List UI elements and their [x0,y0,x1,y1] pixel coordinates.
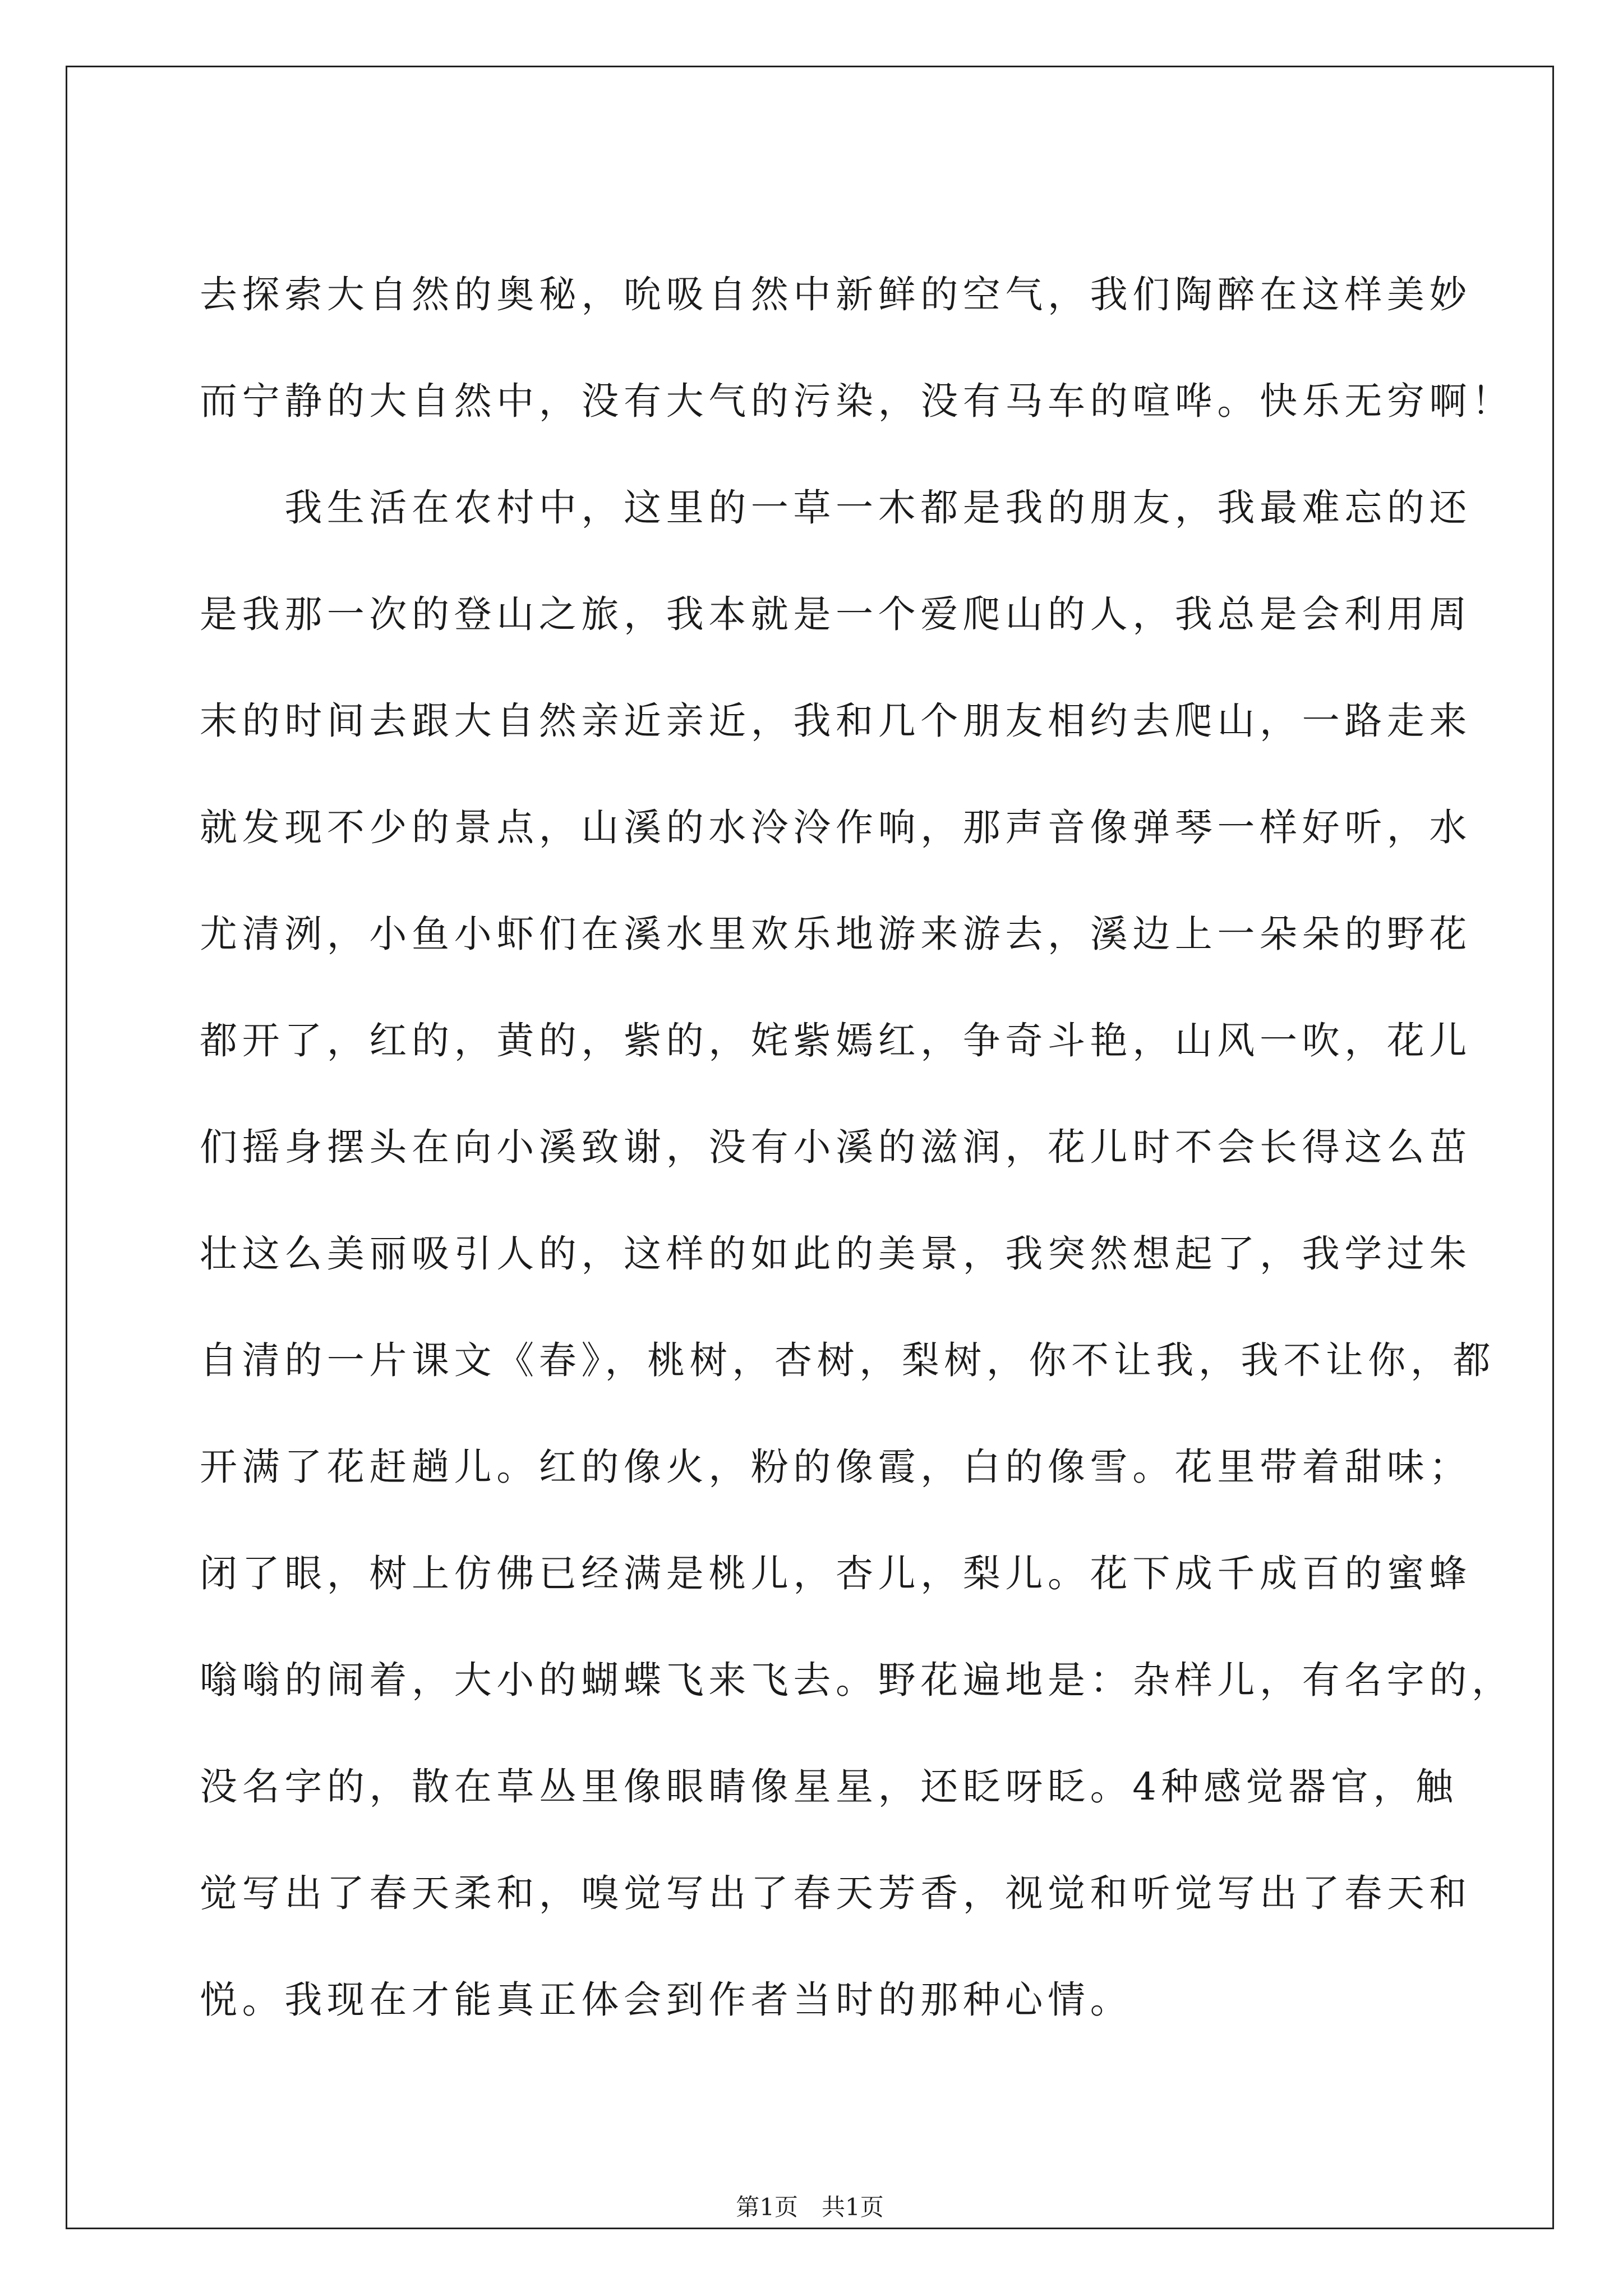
text-line: 壮这么美丽吸引人的，这样的如此的美景，我突然想起了，我学过朱 [200,1232,1472,1276]
text-line: 就发现不少的景点，山溪的水泠泠作响，那声音像弹琴一样好听，水 [200,806,1472,849]
text-line: 嗡嗡的闹着，大小的蝴蝶飞来飞去。野花遍地是：杂样儿，有名字的， [200,1658,1514,1702]
text-line: 闭了眼，树上仿佛已经满是桃儿，杏儿，梨儿。花下成千成百的蜜蜂 [200,1552,1472,1595]
text-line: 悦。我现在才能真正体会到作者当时的那种心情。 [200,1978,1133,2022]
text-line: 们摇身摆头在向小溪致谢，没有小溪的滋润，花儿时不会长得这么茁 [200,1125,1472,1169]
text-line: 去探索大自然的奥秘，吮吸自然中新鲜的空气，我们陶醉在这样美妙 [200,273,1472,316]
text-line: 尤清洌，小鱼小虾们在溪水里欢乐地游来游去，溪边上一朵朵的野花 [200,912,1472,956]
text-line: 都开了，红的，黄的，紫的，姹紫嫣红，争奇斗艳，山风一吹，花儿 [200,1019,1472,1062]
text-line: 末的时间去跟大自然亲近亲近，我和几个朋友相约去爬山，一路走来 [200,699,1472,743]
text-line: 是我那一次的登山之旅，我本就是一个爱爬山的人，我总是会利用周 [200,592,1472,636]
text-line: 觉写出了春天柔和，嗅觉写出了春天芳香，视觉和听觉写出了春天和 [200,1871,1472,1915]
text-line: 自清的一片课文《春》，桃树，杏树，梨树，你不让我，我不让你，都 [200,1338,1496,1382]
text-line: 而宁静的大自然中，没有大气的污染，没有马车的喧哗。快乐无穷啊！ [200,379,1514,423]
page-number-footer: 第1页 共1页 [736,2193,884,2221]
page-frame [66,66,1554,2229]
text-line: 没名字的，散在草丛里像眼睛像星星，还眨呀眨。4种感觉器官，触 [200,1765,1458,1809]
text-line: 我生活在农村中，这里的一草一木都是我的朋友，我最难忘的还 [200,486,1472,530]
text-line: 开满了花赶趟儿。红的像火，粉的像霞，白的像雪。花里带着甜味； [200,1445,1472,1489]
